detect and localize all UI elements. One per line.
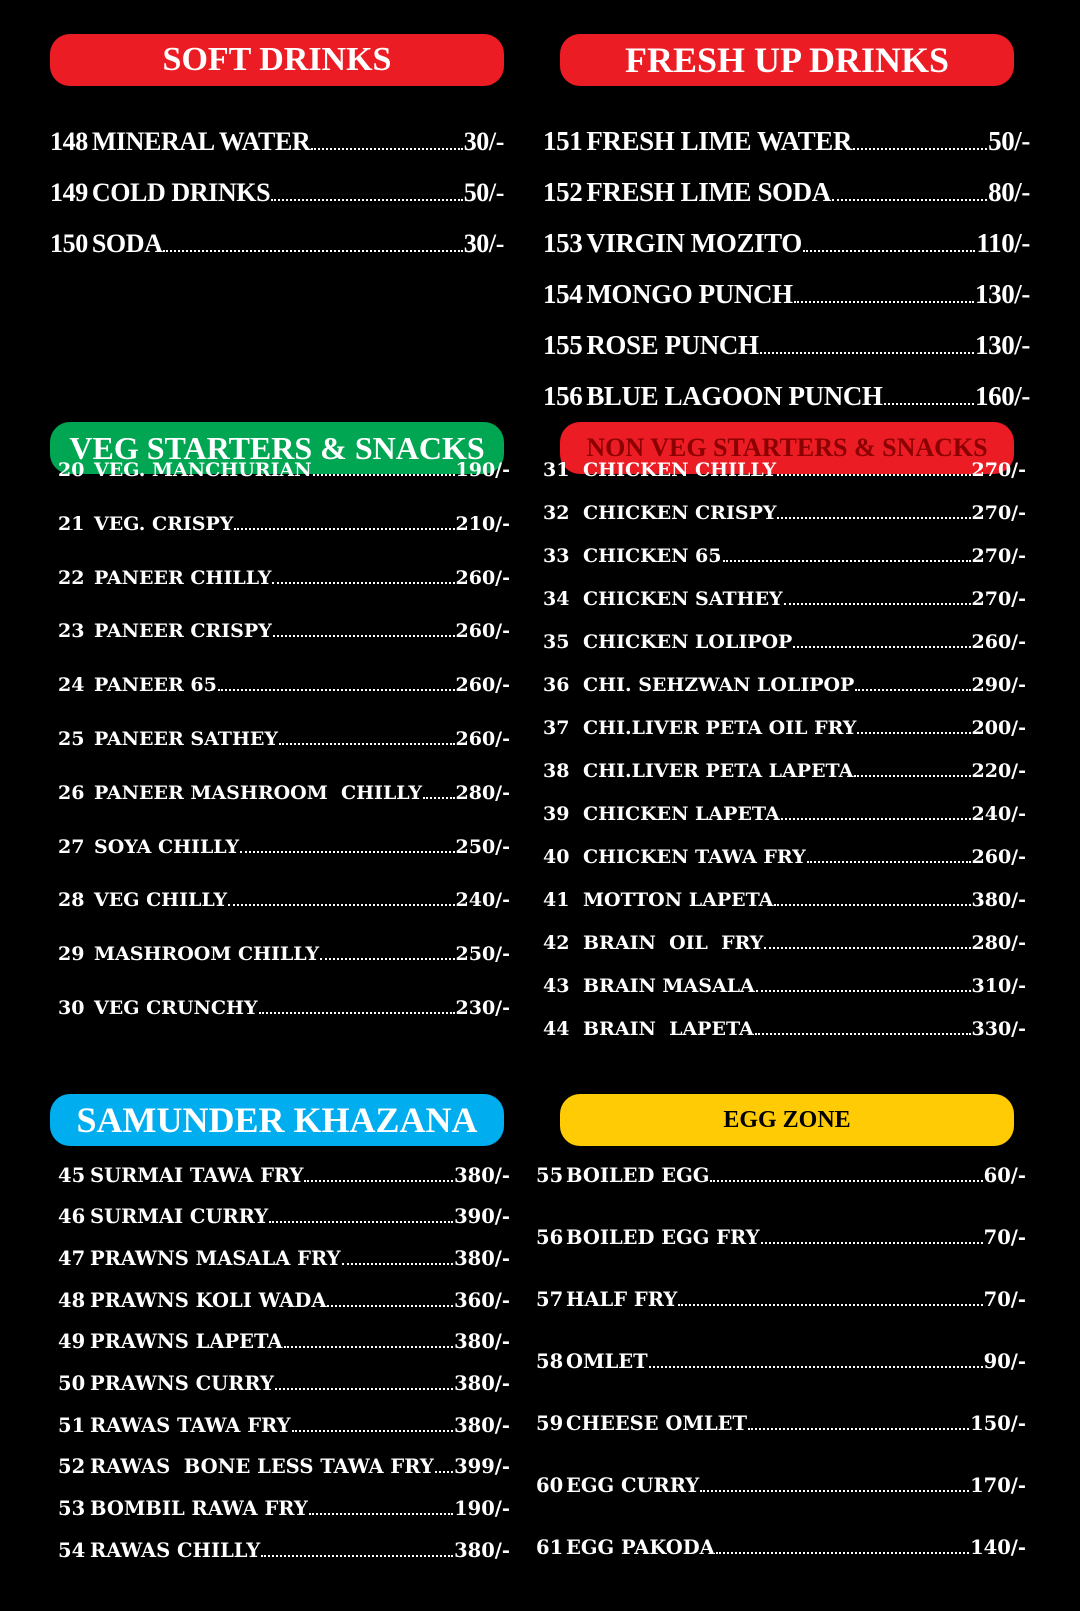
- item-name: MASHROOM CHILLY: [94, 943, 320, 966]
- menu-item: [58, 1163, 510, 1188]
- menu-item: [543, 587, 1026, 612]
- item-name: MINERAL WATER: [91, 127, 311, 156]
- item-price: 390/-: [454, 1205, 510, 1229]
- item-name: BOILED EGG FRY: [566, 1225, 760, 1249]
- item-price: 380/-: [454, 1330, 510, 1354]
- item-price: 380/-: [971, 889, 1026, 911]
- dot-leader: [832, 182, 987, 201]
- menu-item: [543, 1017, 1026, 1042]
- menu-item: [58, 1496, 510, 1521]
- dot-leader: [794, 284, 974, 303]
- item-number: 151: [543, 126, 583, 156]
- item-price: 270/-: [971, 459, 1026, 481]
- section-title: NON VEG STARTERS & SNACKS: [586, 433, 988, 462]
- item-price: 190/-: [454, 1497, 510, 1521]
- item-number: 47: [58, 1246, 86, 1270]
- dot-leader: [784, 592, 971, 605]
- dot-leader: [279, 732, 455, 745]
- menu-item: [543, 226, 1030, 261]
- section-title: SOFT DRINKS: [162, 41, 392, 78]
- item-number: 43: [543, 975, 570, 997]
- item-number: 36: [543, 674, 570, 696]
- item-number: 34: [543, 588, 570, 610]
- item-price: 330/-: [971, 1018, 1026, 1040]
- menu-item: [58, 835, 510, 860]
- item-price: 30/-: [463, 229, 504, 258]
- item-name: CHI.LIVER PETA OIL FRY: [583, 717, 857, 739]
- item-number: 27: [58, 835, 85, 858]
- item-price: 210/-: [455, 512, 510, 535]
- item-number: 41: [543, 889, 570, 911]
- item-price: 260/-: [455, 728, 510, 750]
- item-number: 32: [543, 502, 570, 524]
- dot-leader: [857, 721, 970, 734]
- menu-item: [58, 888, 510, 913]
- item-number: 150: [50, 229, 88, 258]
- menu-item: [58, 458, 510, 483]
- dot-leader: [320, 947, 454, 960]
- dot-leader: [261, 1543, 453, 1557]
- item-name: MOTTON LAPETA: [583, 889, 774, 911]
- egg-zone-header: [560, 1094, 1014, 1146]
- dot-leader: [700, 1478, 969, 1492]
- item-price: 310/-: [971, 975, 1026, 997]
- item-name: BLUE LAGOON PUNCH: [586, 381, 883, 411]
- item-price: 380/-: [454, 1246, 510, 1270]
- menu-item: [543, 458, 1026, 483]
- dot-leader: [342, 1251, 454, 1265]
- item-price: 70/-: [983, 1287, 1026, 1311]
- section-title: FRESH UP DRINKS: [624, 40, 950, 80]
- item-price: 150/-: [970, 1411, 1026, 1435]
- item-name: CHICKEN LAPETA: [583, 803, 780, 825]
- item-number: 44: [543, 1018, 570, 1040]
- item-price: 290/-: [971, 674, 1026, 696]
- soft-drinks-header: [50, 34, 504, 86]
- item-price: 270/-: [971, 588, 1026, 610]
- dot-leader: [803, 233, 976, 252]
- menu-item: [58, 1413, 510, 1438]
- dot-leader: [234, 517, 454, 530]
- menu-item: [543, 845, 1026, 870]
- menu-item: [536, 1163, 1026, 1188]
- dot-leader: [327, 1293, 453, 1307]
- item-name: CHICKEN SATHEY: [583, 588, 783, 610]
- menu-item: [58, 673, 510, 698]
- menu-item: [543, 931, 1026, 956]
- menu-item: [58, 512, 510, 537]
- menu-item: [58, 619, 510, 644]
- dot-leader: [854, 764, 970, 777]
- item-number: 149: [50, 178, 88, 207]
- item-number: 156: [543, 381, 583, 411]
- menu-item: [536, 1535, 1026, 1560]
- item-name: CHI.LIVER PETA LAPETA: [583, 760, 854, 782]
- item-price: 260/-: [455, 566, 510, 589]
- item-price: 130/-: [975, 279, 1030, 309]
- item-name: CHI. SEHZWAN LOLIPOP: [583, 674, 855, 696]
- item-number: 37: [543, 717, 570, 739]
- item-name: RAWAS TAWA FRY: [90, 1413, 291, 1437]
- dot-leader: [855, 678, 970, 691]
- menu-item: [58, 996, 510, 1021]
- item-price: 250/-: [455, 835, 510, 858]
- dot-leader: [259, 1001, 455, 1014]
- menu-item: [536, 1473, 1026, 1498]
- item-number: 23: [58, 620, 85, 643]
- item-number: 61: [536, 1535, 564, 1559]
- dot-leader: [777, 506, 970, 519]
- item-name: VEG CRUNCHY: [94, 997, 258, 1019]
- dot-leader: [304, 1168, 453, 1182]
- item-number: 51: [58, 1413, 86, 1437]
- item-number: 21: [58, 512, 85, 535]
- menu-item: [543, 673, 1026, 698]
- item-number: 42: [543, 932, 570, 954]
- item-name: ROSE PUNCH: [586, 330, 759, 360]
- dot-leader: [649, 1354, 983, 1368]
- dot-leader: [284, 1335, 454, 1349]
- item-price: 220/-: [971, 760, 1026, 782]
- item-number: 148: [50, 127, 88, 156]
- soft-drinks-section: [50, 34, 504, 258]
- item-number: 152: [543, 177, 583, 207]
- menu-item: [58, 1204, 510, 1229]
- item-price: 380/-: [454, 1163, 510, 1187]
- item-name: CHEESE OMLET: [566, 1411, 748, 1435]
- item-name: SURMAI TAWA FRY: [90, 1163, 304, 1187]
- item-number: 24: [58, 674, 85, 697]
- menu-item: [58, 1371, 510, 1396]
- dot-leader: [755, 1022, 971, 1035]
- item-price: 200/-: [971, 717, 1026, 739]
- dot-leader: [272, 570, 454, 583]
- section-title: EGG ZONE: [723, 1106, 851, 1133]
- item-number: 60: [536, 1473, 564, 1497]
- item-name: CHICKEN CRISPY: [583, 502, 777, 524]
- dot-leader: [853, 131, 987, 150]
- item-price: 190/-: [455, 459, 510, 481]
- item-number: 59: [536, 1411, 564, 1435]
- menu-item: [58, 727, 510, 752]
- item-name: VIRGIN MOZITO: [586, 228, 802, 258]
- item-price: 130/-: [975, 330, 1030, 360]
- item-price: 280/-: [455, 781, 510, 804]
- dot-leader: [774, 893, 970, 906]
- menu-item: [543, 716, 1026, 741]
- item-number: 58: [536, 1349, 564, 1373]
- item-name: BOMBIL RAWA FRY: [90, 1497, 308, 1521]
- item-name: RAWAS BONE LESS TAWA FRY: [90, 1455, 434, 1479]
- item-number: 49: [58, 1330, 86, 1354]
- item-name: PRAWNS LAPETA: [90, 1330, 283, 1354]
- dot-leader: [764, 936, 970, 949]
- item-price: 260/-: [455, 674, 510, 697]
- menu-item: [50, 227, 504, 261]
- item-name: VEG. CRISPY: [94, 512, 234, 535]
- fresh-up-drinks-section: [543, 34, 1030, 411]
- item-price: 50/-: [463, 178, 504, 207]
- menu-item: [543, 328, 1030, 363]
- dot-leader: [240, 839, 454, 852]
- menu-item: [50, 125, 504, 159]
- item-price: 140/-: [970, 1535, 1026, 1559]
- dot-leader: [423, 786, 454, 799]
- item-number: 20: [58, 459, 85, 481]
- item-name: VEG. MANCHURIAN: [94, 459, 312, 481]
- menu-item: [543, 124, 1030, 159]
- menu-item: [543, 501, 1026, 526]
- item-name: COLD DRINKS: [91, 178, 271, 207]
- section-title: VEG STARTERS & SNACKS: [69, 429, 485, 466]
- item-price: 399/-: [454, 1455, 510, 1479]
- egg-zone-section: [536, 1094, 1026, 1559]
- item-number: 29: [58, 943, 85, 966]
- item-price: 230/-: [455, 997, 510, 1019]
- menu-item: [58, 1246, 510, 1271]
- menu-item: [543, 802, 1026, 827]
- item-price: 240/-: [971, 803, 1026, 825]
- menu-item: [536, 1225, 1026, 1250]
- item-name: PANEER CHILLY: [94, 566, 272, 589]
- item-number: 50: [58, 1372, 86, 1395]
- item-number: 39: [543, 803, 570, 825]
- samunder-khazana-section: [50, 1094, 510, 1562]
- dot-leader: [269, 1210, 453, 1224]
- dot-leader: [793, 635, 970, 648]
- item-number: 154: [543, 279, 583, 309]
- item-number: 52: [58, 1455, 86, 1479]
- item-name: OMLET: [566, 1349, 648, 1373]
- item-price: 280/-: [971, 932, 1026, 954]
- fresh-up-drinks-header: [560, 34, 1014, 86]
- dot-leader: [271, 183, 463, 201]
- item-price: 70/-: [983, 1225, 1026, 1249]
- item-number: 22: [58, 566, 85, 589]
- section-title: SAMUNDER KHAZANA: [76, 1100, 478, 1140]
- item-name: PANEER 65: [94, 674, 217, 697]
- item-number: 28: [58, 889, 85, 912]
- menu-item: [543, 379, 1030, 414]
- non-veg-starters-section: [543, 422, 1026, 1040]
- item-number: 38: [543, 760, 570, 782]
- item-number: 55: [536, 1163, 564, 1187]
- menu-item: [58, 1538, 510, 1563]
- dot-leader: [884, 386, 974, 405]
- item-name: CHICKEN LOLIPOP: [583, 631, 793, 653]
- dot-leader: [710, 1168, 982, 1182]
- item-name: PRAWNS MASALA FRY: [90, 1246, 341, 1270]
- veg-starters-section: [50, 422, 510, 1019]
- menu-item: [543, 630, 1026, 655]
- menu-item: [58, 781, 510, 806]
- item-price: 380/-: [454, 1372, 510, 1395]
- item-number: 57: [536, 1287, 564, 1311]
- dot-leader: [760, 335, 974, 354]
- item-number: 26: [58, 781, 85, 804]
- item-name: BRAIN OIL FRY: [583, 932, 764, 954]
- item-name: FRESH LIME SODA: [586, 177, 831, 207]
- item-name: PANEER MASHROOM CHILLY: [94, 781, 423, 804]
- item-name: SODA: [91, 229, 163, 258]
- dot-leader: [313, 463, 455, 476]
- item-price: 30/-: [463, 127, 504, 156]
- item-name: BRAIN MASALA: [583, 975, 755, 997]
- item-name: PANEER SATHEY: [94, 728, 278, 750]
- item-price: 60/-: [983, 1163, 1026, 1187]
- menu-item: [58, 942, 510, 967]
- item-name: PRAWNS KOLI WADA: [90, 1288, 327, 1312]
- menu-item: [58, 1288, 510, 1313]
- menu-item: [536, 1287, 1026, 1312]
- dot-leader: [275, 1376, 453, 1390]
- item-name: CHICKEN CHILLY: [583, 459, 777, 481]
- menu-item: [543, 974, 1026, 999]
- item-price: 240/-: [455, 889, 510, 912]
- menu-item: [543, 277, 1030, 312]
- dot-leader: [716, 1540, 969, 1554]
- menu-item: [58, 1454, 510, 1479]
- item-number: 33: [543, 545, 570, 567]
- item-number: 56: [536, 1225, 564, 1249]
- menu-item: [543, 759, 1026, 784]
- item-price: 380/-: [454, 1413, 510, 1437]
- item-name: SURMAI CURRY: [90, 1205, 269, 1229]
- dot-leader: [311, 132, 462, 150]
- dot-leader: [781, 807, 971, 820]
- menu-item: [543, 544, 1026, 569]
- item-number: 153: [543, 228, 583, 258]
- item-name: HALF FRY: [566, 1287, 678, 1311]
- dot-leader: [748, 1416, 969, 1430]
- dot-leader: [678, 1292, 982, 1306]
- item-number: 46: [58, 1205, 86, 1229]
- item-name: EGG PAKODA: [566, 1535, 715, 1559]
- item-price: 260/-: [971, 846, 1026, 868]
- item-name: VEG CHILLY: [94, 889, 228, 912]
- item-number: 48: [58, 1288, 86, 1312]
- samunder-khazana-header: [50, 1094, 504, 1146]
- item-number: 25: [58, 728, 85, 750]
- item-price: 250/-: [455, 943, 510, 966]
- item-name: PANEER CRISPY: [94, 620, 272, 643]
- item-price: 260/-: [455, 620, 510, 643]
- item-name: EGG CURRY: [566, 1473, 700, 1497]
- item-price: 50/-: [988, 126, 1030, 156]
- menu-item: [58, 1329, 510, 1354]
- item-number: 54: [58, 1538, 86, 1562]
- item-name: MONGO PUNCH: [586, 279, 793, 309]
- item-number: 40: [543, 846, 570, 868]
- item-name: CHICKEN 65: [583, 545, 722, 567]
- item-number: 31: [543, 459, 570, 481]
- dot-leader: [723, 549, 971, 562]
- dot-leader: [163, 234, 462, 252]
- item-price: 80/-: [988, 177, 1030, 207]
- item-number: 155: [543, 330, 583, 360]
- item-name: BOILED EGG: [566, 1163, 710, 1187]
- item-name: BRAIN LAPETA: [583, 1018, 754, 1040]
- item-price: 270/-: [971, 545, 1026, 567]
- dot-leader: [292, 1418, 454, 1432]
- dot-leader: [218, 678, 455, 691]
- item-name: CHICKEN TAWA FRY: [583, 846, 806, 868]
- item-name: PRAWNS CURRY: [90, 1372, 274, 1395]
- menu-item: [536, 1411, 1026, 1436]
- menu-item: [536, 1349, 1026, 1374]
- dot-leader: [807, 850, 971, 863]
- item-price: 110/-: [976, 228, 1030, 258]
- item-price: 360/-: [454, 1288, 510, 1312]
- menu-item: [543, 175, 1030, 210]
- menu-item: [50, 176, 504, 210]
- item-number: 30: [58, 997, 85, 1019]
- item-price: 380/-: [454, 1538, 510, 1562]
- item-price: 270/-: [971, 502, 1026, 524]
- dot-leader: [435, 1460, 453, 1474]
- item-number: 35: [543, 631, 570, 653]
- item-name: RAWAS CHILLY: [90, 1538, 261, 1562]
- item-number: 53: [58, 1497, 86, 1521]
- item-name: SOYA CHILLY: [94, 835, 240, 858]
- item-price: 160/-: [975, 381, 1030, 411]
- item-price: 90/-: [983, 1349, 1026, 1373]
- item-name: FRESH LIME WATER: [586, 126, 852, 156]
- dot-leader: [228, 893, 454, 906]
- dot-leader: [756, 979, 971, 992]
- item-price: 170/-: [970, 1473, 1026, 1497]
- dot-leader: [273, 624, 455, 637]
- item-price: 260/-: [971, 631, 1026, 653]
- item-number: 45: [58, 1163, 86, 1187]
- menu-item: [58, 566, 510, 591]
- menu-item: [543, 888, 1026, 913]
- dot-leader: [761, 1230, 983, 1244]
- dot-leader: [309, 1501, 453, 1515]
- dot-leader: [777, 463, 970, 476]
